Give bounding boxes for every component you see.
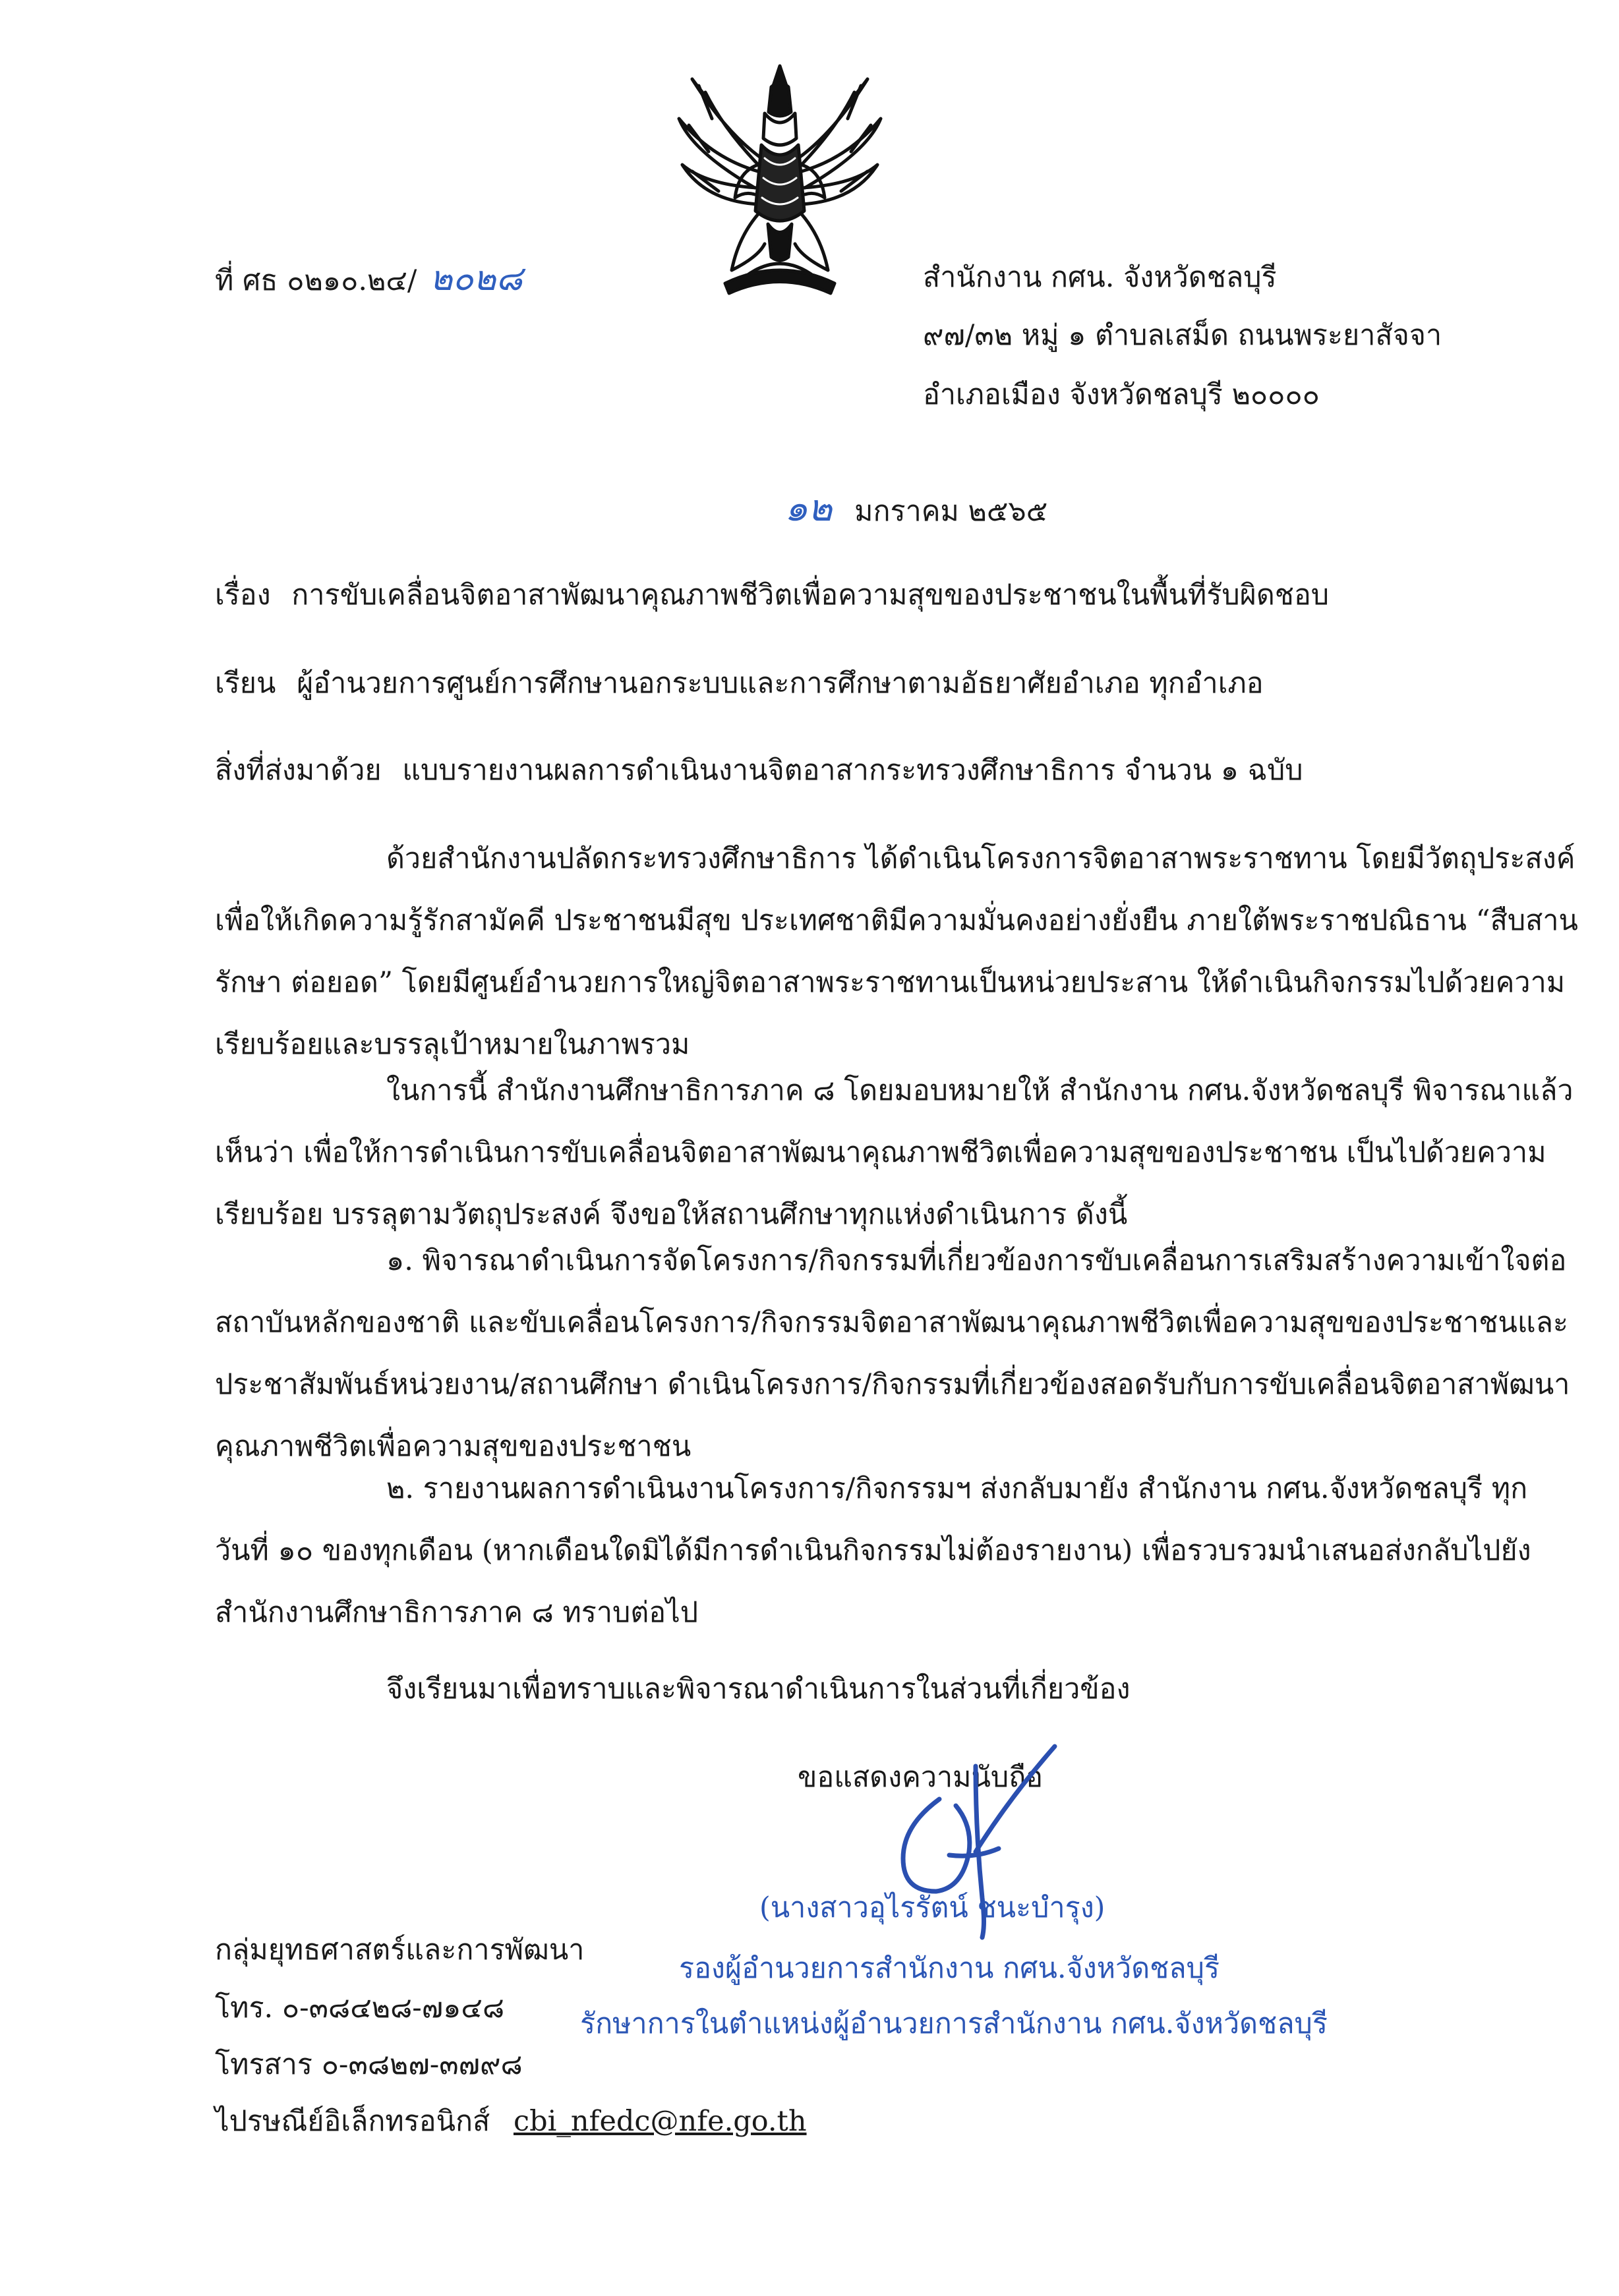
body-item-2 (215, 1458, 1531, 1644)
paragraph-line: วันที่ ๑๐ ของทุกเดือน (หากเดือนใดมิได้มีการดำเนินกิจกรรมไม่ต้องรายงาน) เพื่อรวบรวมนำเสนอส่งกลับไปยัง (215, 1534, 1531, 1567)
recipient-label: เรียน (215, 667, 276, 700)
recipient-text: ผู้อำนวยการศูนย์การศึกษานอกระบบและการศึกษาตามอัธยาศัยอำเภอ ทุกอำเภอ (297, 667, 1264, 700)
paragraph-line: ประชาสัมพันธ์หน่วยงาน/สถานศึกษา ดำเนินโครงการ/กิจกรรมที่เกี่ยวข้องสอดรับกับการขับเคลื่อนจิตอาสาพัฒนา (215, 1368, 1570, 1401)
paragraph-line: สถาบันหลักของชาติ และขับเคลื่อนโครงการ/กิจกรรมจิตอาสาพัฒนาคุณภาพชีวิตเพื่อความสุขของประชาชนและ (215, 1306, 1569, 1339)
paragraph-line: ในการนี้ สำนักงานศึกษาธิการภาค ๘ โดยมอบหมายให้ สำนักงาน กศน.จังหวัดชลบุรี พิจารณาแล้ว (386, 1074, 1574, 1107)
date-day-handwritten: ๑๒ (784, 487, 833, 530)
signatory-name: (นางสาวอุไรรัตน์ ชนะบำรุง) (759, 1891, 1105, 1924)
agency-address-line2: อำเภอเมือง จังหวัดชลบุรี ๒๐๐๐๐ (923, 378, 1320, 411)
paragraph-line: เรียบร้อยและบรรลุเป้าหมายในภาพรวม (215, 1028, 690, 1061)
signatory-position-2: รักษาการในตำแหน่งผู้อำนวยการสำนักงาน กศน.จังหวัดชลบุรี (580, 2007, 1328, 2040)
footer-phone: โทร. ๐-๓๘๔๒๘-๗๑๔๘ (215, 1992, 505, 2024)
footer-email-link[interactable]: cbi_nfedc@nfe.go.th (513, 2105, 807, 2138)
enclosure-label: สิ่งที่ส่งมาด้วย (215, 754, 382, 787)
document-number-label: ที่ ศธ ๐๒๑๐.๒๔/ (215, 264, 417, 297)
paragraph-line: เห็นว่า เพื่อให้การดำเนินการขับเคลื่อนจิตอาสาพัฒนาคุณภาพชีวิตเพื่อความสุขของประชาชน เป็นไปด้วยความ (215, 1136, 1546, 1169)
paragraph-line: ๑. พิจารณาดำเนินการจัดโครงการ/กิจกรรมที่เกี่ยวข้องการขับเคลื่อนการเสริมสร้างความเข้าใจต่อ (386, 1244, 1567, 1277)
footer-fax: โทรสาร ๐-๓๘๒๗-๓๗๙๘ (215, 2048, 523, 2081)
enclosure-text: แบบรายงานผลการดำเนินงานจิตอาสากระทรวงศึกษาธิการ จำนวน ๑ ฉบับ (402, 754, 1303, 787)
paragraph-line: คุณภาพชีวิตเพื่อความสุขของประชาชน (215, 1430, 692, 1463)
paragraph-line: ด้วยสำนักงานปลัดกระทรวงศึกษาธิการ ได้ดำเนินโครงการจิตอาสาพระราชทาน โดยมีวัตถุประสงค์ (386, 842, 1575, 875)
document-number-handwritten: ๒๐๒๘ (430, 259, 523, 299)
paragraph-line: เรียบร้อย บรรลุตามวัตถุประสงค์ จึงขอให้สถานศึกษาทุกแห่งดำเนินการ ดังนี้ (215, 1198, 1128, 1231)
agency-name: สำนักงาน กศน. จังหวัดชลบุรี (923, 261, 1277, 294)
garuda-emblem-icon (666, 59, 894, 303)
paragraph-line: รักษา ต่อยอด” โดยมีศูนย์อำนวยการใหญ่จิตอาสาพระราชทานเป็นหน่วยประสาน ให้ดำเนินกิจกรรมไปด้วยความ (215, 966, 1566, 999)
paragraph-line: เพื่อให้เกิดความรู้รักสามัคคี ประชาชนมีสุข ประเทศชาติมีความมั่นคงอย่างยั่งยืน ภายใต้พระราชปณิธาน “สืบสาน (215, 904, 1578, 937)
agency-address-line1: ๙๗/๓๒ หมู่ ๑ ตำบลเสม็ด ถนนพระยาสัจจา (923, 319, 1442, 352)
footer-department: กลุ่มยุทธศาสตร์และการพัฒนา (215, 1934, 585, 1966)
body-paragraph-2 (215, 1060, 1574, 1246)
paragraph-line: ๒. รายงานผลการดำเนินงานโครงการ/กิจกรรมฯ ส่งกลับมายัง สำนักงาน กศน.จังหวัดชลบุรี ทุก (386, 1472, 1528, 1505)
closing-sentence: จึงเรียนมาเพื่อทราบและพิจารณาดำเนินการในส่วนที่เกี่ยวข้อง (386, 1673, 1131, 1706)
subject-label: เรื่อง (215, 579, 271, 612)
body-item-1 (215, 1230, 1570, 1478)
body-paragraph-1 (215, 828, 1578, 1076)
footer-email-label: ไปรษณีย์อิเล็กทรอนิกส์ (215, 2105, 490, 2138)
regards-text: ขอแสดงความนับถือ (798, 1761, 1044, 1794)
subject-text: การขับเคลื่อนจิตอาสาพัฒนาคุณภาพชีวิตเพื่อความสุขของประชาชนในพื้นที่รับผิดชอบ (291, 579, 1330, 612)
signatory-position-1: รองผู้อำนวยการสำนักงาน กศน.จังหวัดชลบุรี (679, 1952, 1220, 1985)
date-month-year: มกราคม ๒๕๖๕ (854, 495, 1048, 528)
paragraph-line: สำนักงานศึกษาธิการภาค ๘ ทราบต่อไป (215, 1596, 699, 1629)
